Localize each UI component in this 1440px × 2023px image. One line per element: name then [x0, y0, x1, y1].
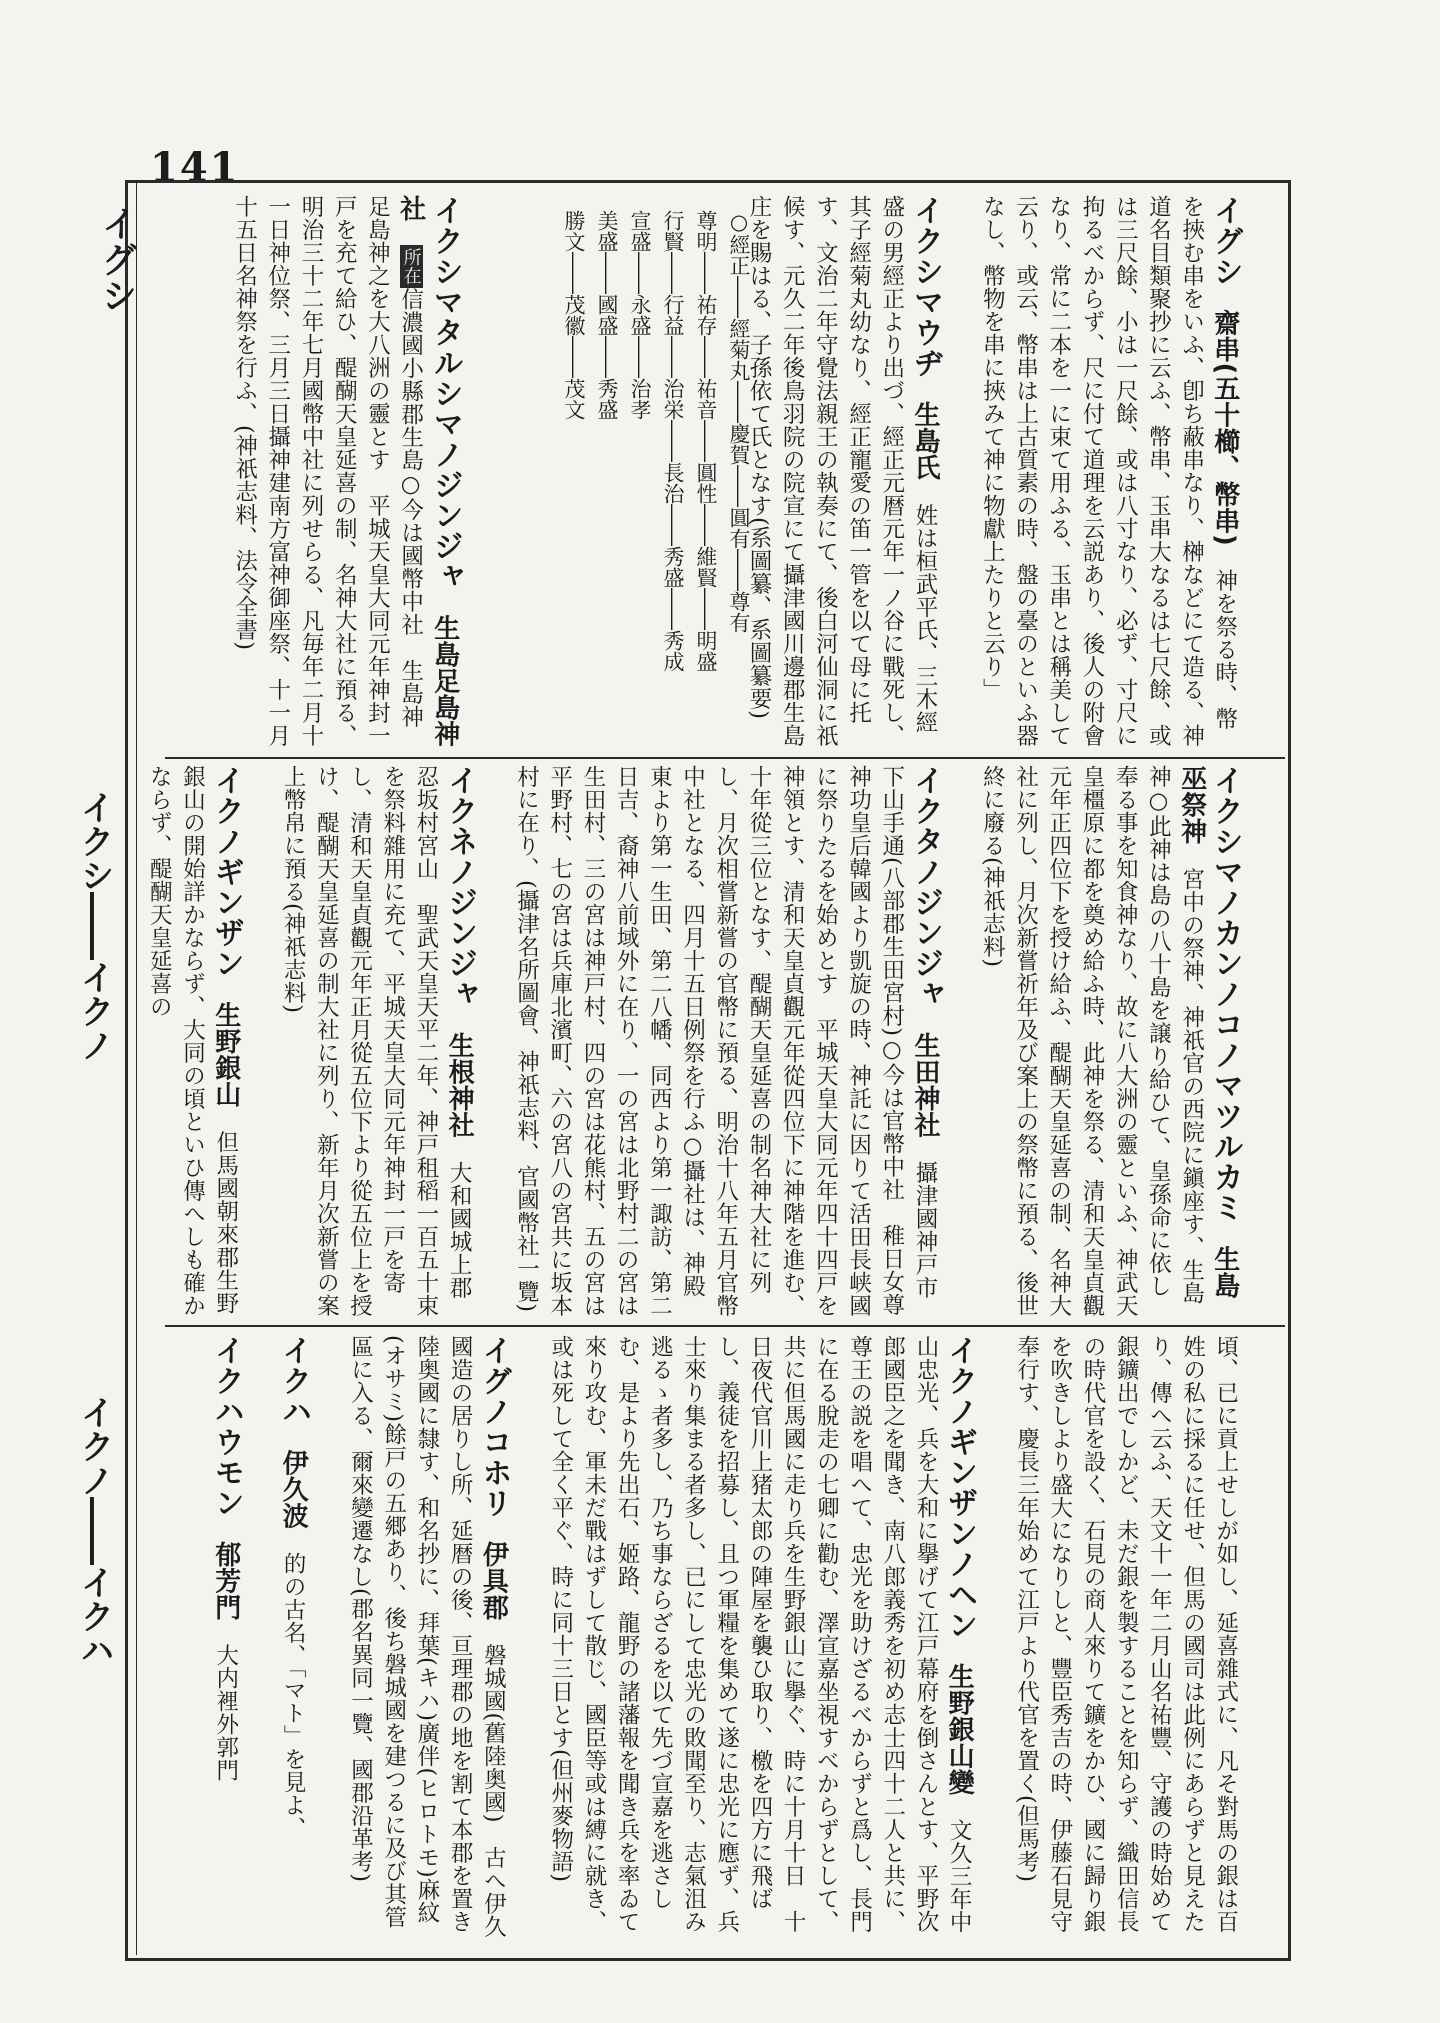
genealogy-chart: [500, 210, 755, 745]
entry-title: 生島巫祭神: [1176, 765, 1240, 1299]
margin-label-3: イクノ――イクハ: [74, 1395, 114, 1667]
genealogy-row: 尊明――祐存――祐音――圓性――維賢――明盛: [694, 210, 718, 672]
entry-title: 伊久波: [278, 1449, 309, 1529]
entry-heading: イクハウモン: [208, 1335, 244, 1518]
genealogy-row: 勝文――茂徽――茂文: [562, 210, 586, 420]
entry-title: 齋串(五十櫛、幣串): [1209, 309, 1240, 547]
entry-title: 生島氏: [909, 401, 940, 481]
entry-heading: イグシ: [1207, 195, 1243, 287]
entry-text: 大内裡外郭門: [212, 1643, 239, 1782]
tag-label: 所在: [400, 245, 423, 288]
entry-title: 伊具郡: [478, 1541, 509, 1621]
genealogy-row: 行賢――行益――治栄――長治――秀盛――秀成: [661, 210, 685, 672]
entry-heading: イグノコホリ: [476, 1335, 512, 1518]
entry-text: 頃、已に貢上せしが如し、延喜雜式に、凡そ對馬の銀は百姓の私に採るに任せ、但馬の國司は此例にあらずと見えたり、傳へ云ふ、天文十一年二月山名祐豐、守護の時始めて銀鑛出でしかど、未だ銀を製することを知らず、織田信長の時代官を設く、石見の商人來りて鑛をかひ、國に歸り銀を吹きしより盛大になりしと、豐臣秀吉の時、伊藤石見守奉行す、慶長三年始めて江戸より代官を置く(但馬考): [1013, 1335, 1239, 1933]
band1-column-right: [745, 195, 1275, 750]
entry-title: 生田神社: [909, 1032, 940, 1138]
entry-title: 生島足島神社: [395, 195, 460, 747]
entry-heading: イクシマノカンノコノマツルカミ: [1207, 765, 1243, 1223]
page-number: 141: [150, 144, 240, 191]
entry-text: 姓は桓武平氏、三木經盛の男經正より出づ、經正元暦元年一ノ谷に戰死し、其子經菊丸幼なり、經正寵愛の笛一管を以て母に托す、文治二年守覺法親王の執奏にて、後白河仙洞に祇候す、元久二年後鳥羽院の院宣にて攝津國川邊郡生島庄を賜はる、子孫依て氏となす(系圖纂、系圖纂要): [745, 195, 938, 747]
band1-column-left: [150, 195, 495, 750]
band-divider-2: [165, 1325, 1285, 1327]
entry-heading: イクノギンザン: [208, 765, 244, 979]
entry-title: 生根神社: [444, 1032, 475, 1138]
entry-heading: イクハ: [276, 1335, 312, 1427]
margin-label-2: イクシ――イクノ: [74, 790, 114, 1062]
band2-text: [146, 765, 1275, 1340]
entry-text: 磐城國(舊陸奥國) 古へ伊久國造の居りし所、延暦の後、亘理郡の地を割て本郡を置き陸奥國に隸す、和名抄に、拜葉(キハ)廣伴(ヒロトモ)麻紋(オサミ)餘戸の五郷あり、後ち磐城國を建つるに及び其管區に入る、爾來變遷なし(郡名異同一覽、國郡沿革考): [347, 1335, 507, 1939]
entry-text: 信濃國小縣郡生島○今は國幣中社 生島神足島神之を大八洲の靈とす 平城天皇大同元年神封一戸を充て給ひ、醍醐天皇延喜の制、名神大社に預る、明治三十二年七月國幣中社に列せらる、凡毎年二月十一日神位祭、三月三日攝神建南方富神御座祭、十一月十五日名神祭を行ふ、(神祇志料、法令全書): [231, 195, 424, 747]
margin-label-1: イグシ: [96, 205, 138, 313]
entry-text: 但馬國朝來郡生野 銀山の開始詳かならず、大同の頃といひ傳へしも確かならず、醍醐天皇延喜の: [146, 765, 239, 1338]
band-divider-1: [165, 757, 1285, 759]
entry-title: 生野銀山變: [944, 1663, 975, 1796]
entry-heading: イクネノジンジャ: [442, 765, 478, 1009]
entry-title: 郁芳門: [210, 1541, 241, 1621]
entry-title: 生野銀山: [210, 1001, 241, 1108]
entry-text: 大和國城上郡忍坂村宮山 聖武天皇天平二年、神戸租稻一百五十束を祭料雜用に充て、平城天皇大同元年神封一戸を寄し、清和天皇貞觀元年正月從五位下より從五位上を授け、醍醐天皇延喜の制大社に列り、新年月次新嘗の案上幣帛に預る(神祇志料): [280, 765, 473, 1317]
entry-heading: イクノギンザンノヘン: [942, 1335, 978, 1640]
entry-heading: イクタノジンジャ: [907, 765, 943, 1009]
genealogy-row: ○經正――經菊丸――慶賀――圓有――尊有: [727, 210, 751, 633]
entry-text: 宮中の祭神、神祇官の西院に鎭座す、生島神○此神は島の八十島を譲り給ひて、皇孫命に依し奉る事を知食神なり、故に八大洲の靈といふ、神武天皇橿原に都を奠め給ふ時、此神を祭る、清和天皇貞觀元年正四位下を授け給ふ、醍醐天皇延喜の制、名神大社に列し、月次新嘗祈年及び案上の祭幣に預る、後世終に廢る(神祇志料): [979, 765, 1205, 1317]
entry-heading: イクシマウヂ: [907, 195, 943, 378]
entry-text: 的の古名、「マト」を見よ、: [280, 1552, 307, 1840]
entry-text: 攝津國神戸市下山手通(八部郡生田宮村)○今は官幣中社 稚日女尊 神功皇后韓國より凱旋の時、神託に因りて活田長峡國に祭りたるを始めとす 平城天皇大同元年四十四戸を神領とす、清和天皇貞觀元年從四位下に神階を進む、十年從三位となす、醍醐天皇延喜の制名神大社に列し、月次相嘗新嘗の官幣に預る、明治十八年五月官幣中社となる、四月十五日例祭を行ふ○攝社は、神殿東より第一生田、第二八幡、同西より第一諏訪、第二日吉、裔神八前域外に在り、一の宮は北野村二の宮は生田村、三の宮は神戸村、四の宮は花熊村、五の宮は平野村、七の宮は兵庫北濱町、六の宮八の宮共に坂本村に在り、(攝津名所圖會、神祇志料、官國幣社一覽): [513, 765, 938, 1340]
entry-text: 文久三年中山忠光、兵を大和に擧げて江戸幕府を倒さんとす、平野次郎國臣之を聞き、南八郎義秀を初め志士四十二人と共に、尊王の説を唱へて、忠光を助けざるべからずと爲し、長門に在る脫走の七卿に勸む、澤宣嘉坐視すべからずとして、共に但馬國に走り兵を生野銀山に擧ぐ、時に十月十日 十日夜代官川上猪太郎の陣屋を襲ひ取り、檄を四方に飛ばし、義徒を招募し、且つ軍糧を集めて遂に忠光に應ず、兵士來り集まる者多し、已にして忠光の敗聞至り、志氣沮み逃るゝ者多し、乃ち事ならざるを以て先づ宣嘉を逃さしむ、是より先出石、姬路、龍野の諸藩報を聞き兵を率ゐて來り攻む、軍未だ戰はずして散じ、國臣等或は縛に就き、或は死して全く平ぐ、時に同十三日とす(但州麥物語): [547, 1335, 973, 1934]
genealogy-row: 宣盛――永盛――治孝: [628, 210, 652, 420]
entry-heading: イクシマタルシマノジンジャ: [427, 195, 463, 592]
band3-text: [150, 1335, 1275, 1945]
entry-text: 神を祭る時、幣を挾む串をいふ、卽ち蔽串なり、榊などにて造る、神道名目類聚抄に云ふ、幣串、玉串大なるは七尺餘、或は三尺餘、小は一尺餘、或は八寸なり、必ず、寸尺に拘るべからず、尺に付て道理を云説あり、後人の附會なり、常に二本を一に束て用ふる、玉串とは稱美して云り、或云、幣串は上古質素の時、盤の臺のといふ器なし、幣物を串に挾みて神に物獻上たりと云り」: [979, 195, 1238, 747]
genealogy-row: 美盛――國盛――秀盛: [595, 210, 619, 420]
